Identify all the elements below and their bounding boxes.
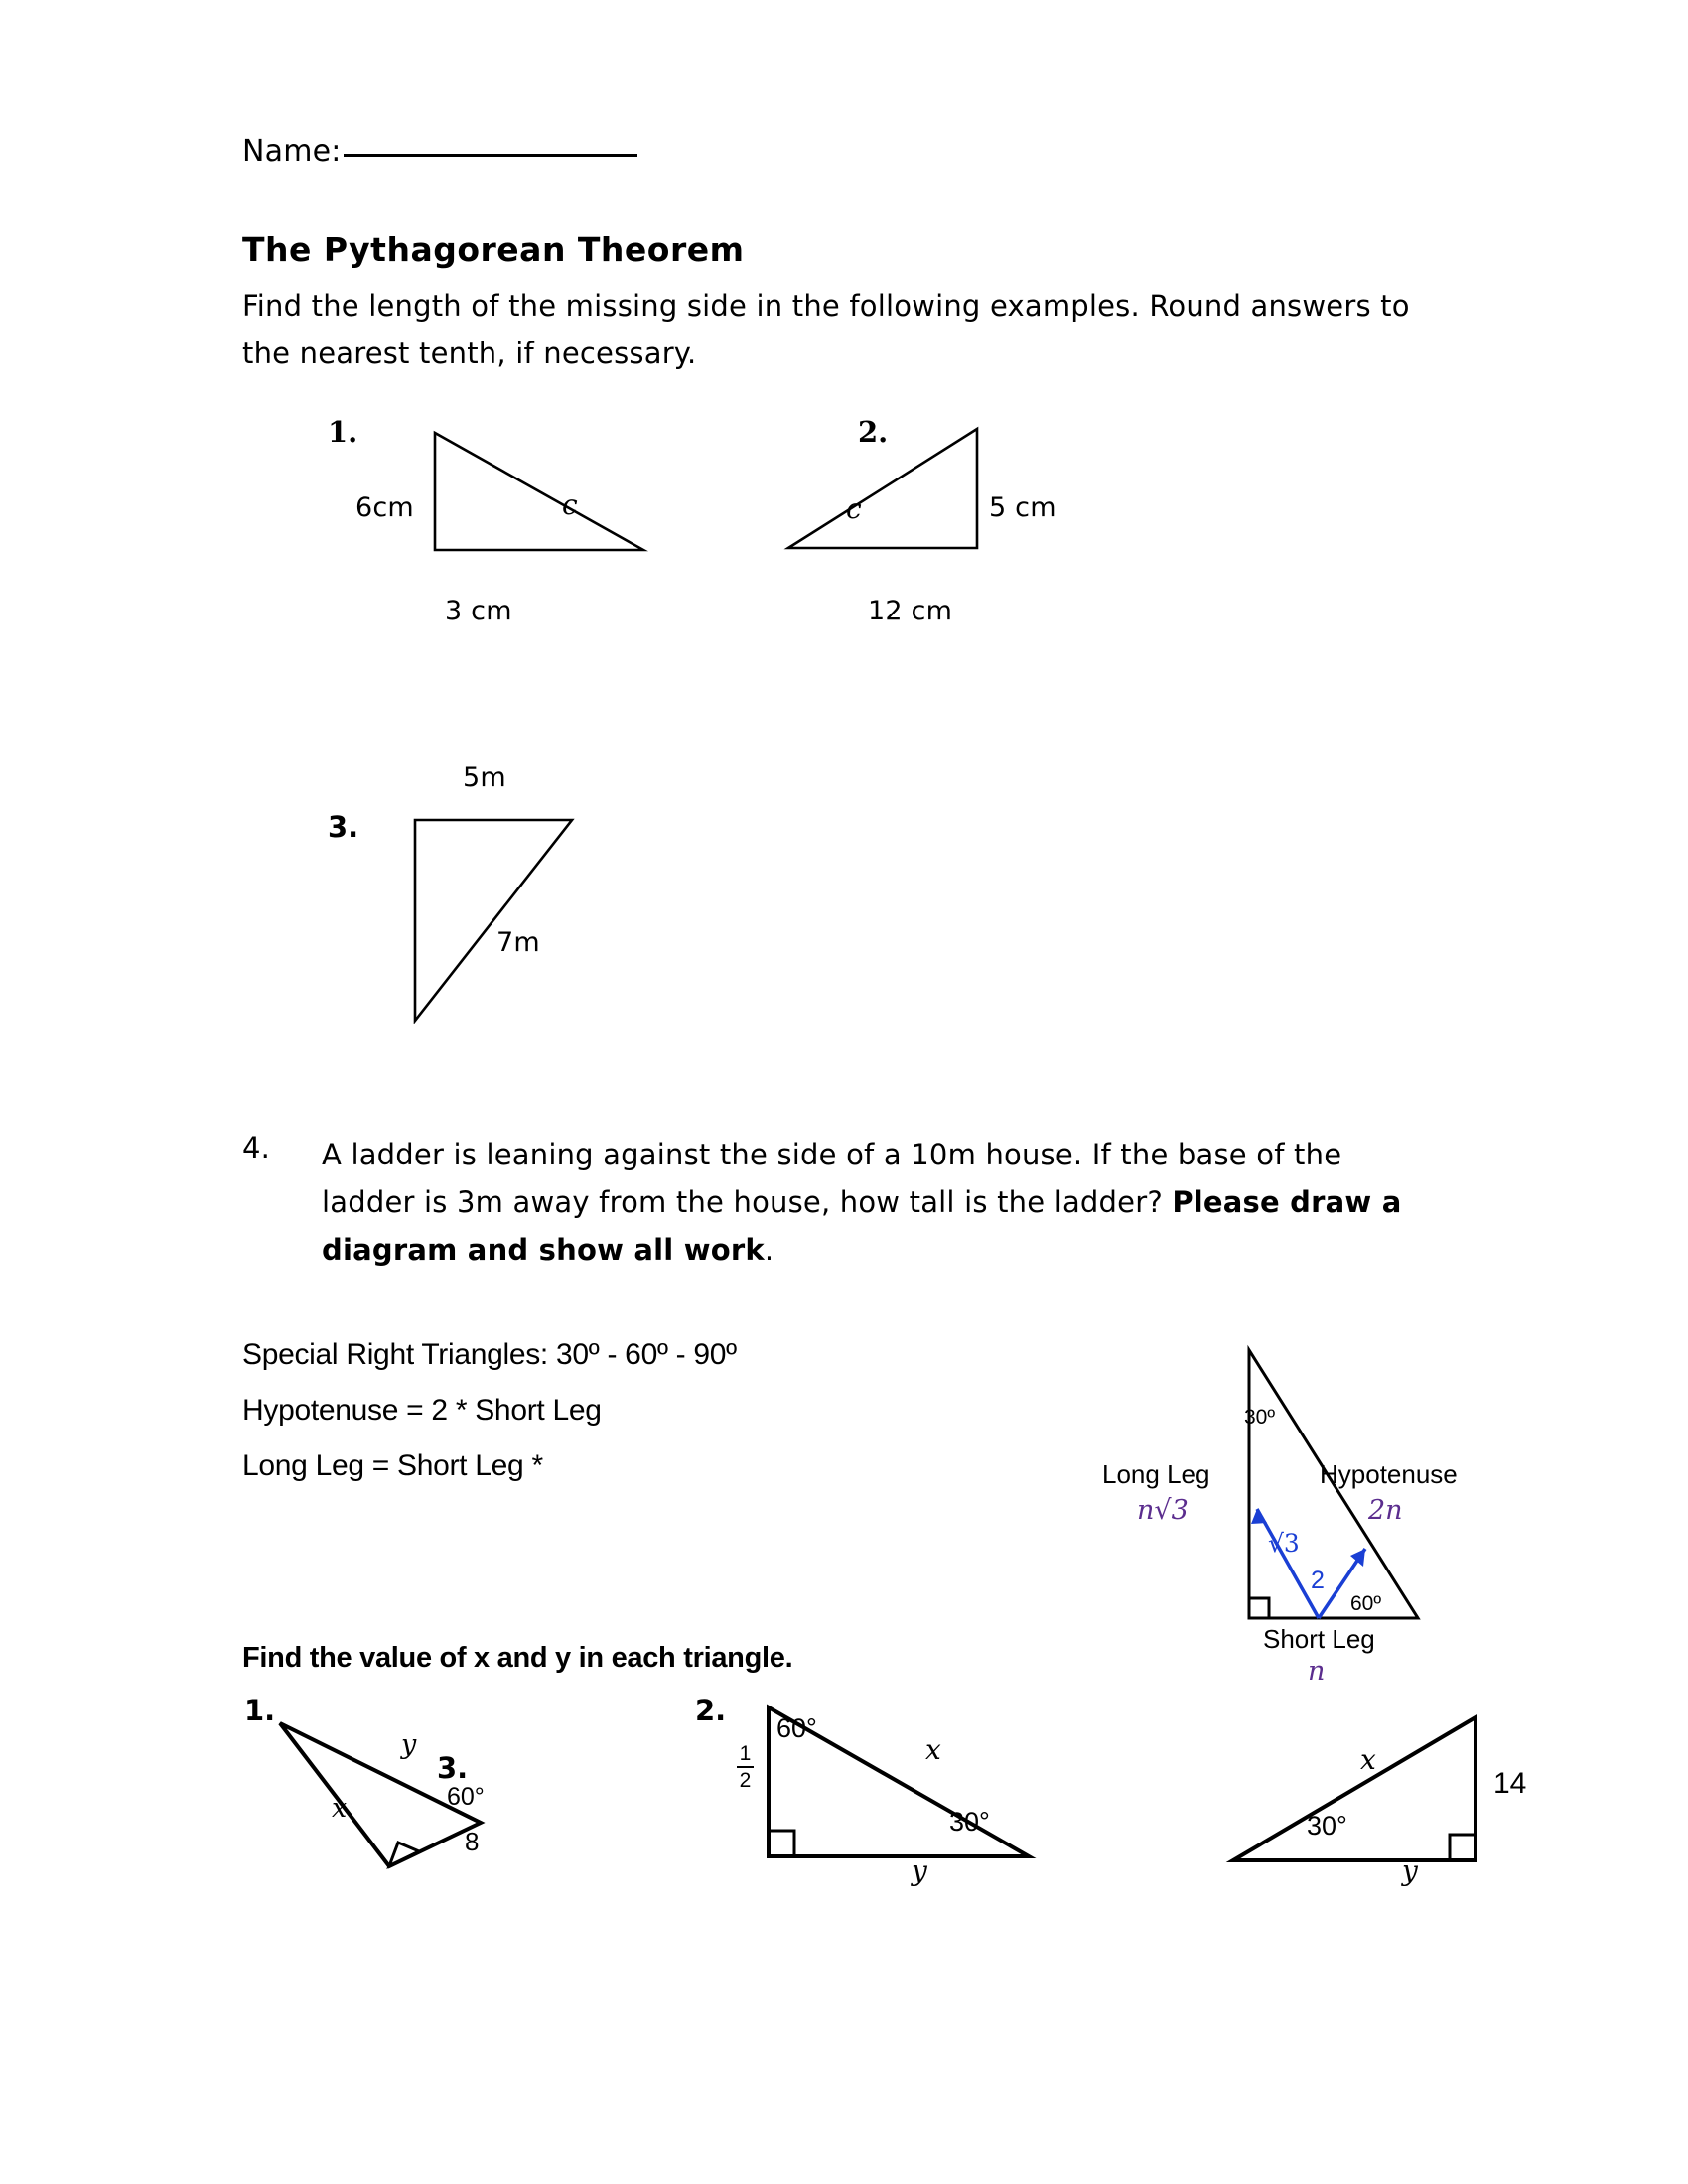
- find-xy-triangle-2-number: 2.: [695, 1694, 727, 1727]
- name-blank-line[interactable]: [344, 154, 637, 157]
- find-xy-triangle-3: [1221, 1706, 1519, 1884]
- name-row: [242, 135, 637, 169]
- problem-2-triangle: [780, 425, 1009, 559]
- problem-4-text-part1: A ladder is leaning against the side of a 10m house. If the base of the ladder is 3m away from the house, how tall is the ladder?: [322, 1138, 1342, 1219]
- special-right-triangles-rule-2: Long Leg = Short Leg *: [242, 1449, 543, 1482]
- find-xy-triangle-3-side-right: 14: [1493, 1767, 1527, 1800]
- find-xy-triangle-2-angle-top: 60°: [776, 1713, 817, 1743]
- problem-1-number: 1.: [328, 415, 358, 449]
- problem-3-hypotenuse-label: 7m: [496, 927, 540, 958]
- find-xy-triangle-1: [268, 1702, 526, 1880]
- problem-1-base-label: 3 cm: [445, 596, 512, 626]
- find-xy-triangle-2-side-left-fraction: [737, 1743, 754, 1791]
- fraction-bar: [737, 1766, 754, 1768]
- find-xy-triangle-2-angle-right: 30°: [949, 1807, 990, 1837]
- find-xy-triangle-1-angle: 60°: [447, 1783, 485, 1811]
- problem-4-text-end: .: [764, 1233, 774, 1267]
- instructions-text: Find the length of the missing side in the following examples. Round answers to the nearest tenth, if necessary.: [242, 289, 1410, 370]
- reference-ratio-2: 2: [1311, 1567, 1325, 1594]
- find-xy-triangle-1-number: 1.: [244, 1694, 276, 1727]
- special-right-triangles-rule-1: Hypotenuse = 2 * Short Leg: [242, 1394, 602, 1427]
- page-title: The Pythagorean Theorem: [242, 230, 745, 269]
- reference-hypotenuse-label: Hypotenuse: [1320, 1459, 1458, 1489]
- find-xy-heading: Find the value of x and y in each triangle.: [242, 1642, 793, 1674]
- find-xy-triangle-1-side-left: x: [332, 1793, 348, 1824]
- reference-long-leg-value: n√3: [1137, 1495, 1189, 1526]
- reference-long-leg-label: Long Leg: [1102, 1459, 1210, 1489]
- problem-2-hypotenuse-label: c: [846, 492, 862, 525]
- problem-4-text-bold: Please draw a diagram and show all work: [322, 1185, 1402, 1267]
- find-xy-triangle-1-extra-number: 3.: [437, 1751, 469, 1785]
- problem-1-hypotenuse-label: c: [562, 488, 578, 521]
- reference-short-leg-label: Short Leg: [1263, 1624, 1375, 1654]
- problem-3-top-side-label: 5m: [463, 762, 506, 793]
- special-right-triangles-heading: Special Right Triangles: 30º - 60º - 90º: [242, 1338, 737, 1371]
- reference-short-leg-value: n: [1308, 1656, 1326, 1687]
- problem-2-number: 2.: [858, 415, 889, 449]
- name-label: Name:: [242, 134, 342, 169]
- reference-ratio-sqrt3: √3: [1268, 1529, 1300, 1558]
- find-xy-triangle-2-denominator: 2: [739, 1769, 752, 1792]
- find-xy-triangle-1-side-right: 8: [465, 1827, 480, 1856]
- find-xy-triangle-3-hypotenuse: x: [1360, 1743, 1376, 1776]
- reference-hypotenuse-value: 2n: [1368, 1495, 1403, 1526]
- find-xy-triangle-3-angle-left: 30°: [1307, 1811, 1347, 1841]
- problem-3-number: 3.: [328, 810, 359, 844]
- problem-1-triangle: [427, 429, 665, 558]
- find-xy-triangle-3-base: y: [1402, 1854, 1418, 1887]
- problem-2-base-label: 12 cm: [868, 596, 953, 626]
- find-xy-triangle-1-side-top: y: [401, 1729, 417, 1760]
- problem-4-number: 4.: [242, 1131, 271, 1164]
- reference-angle-top-label: 30º: [1244, 1406, 1276, 1429]
- find-xy-triangle-2-numerator: 1: [739, 1742, 752, 1765]
- problem-2-vertical-leg-label: 5 cm: [989, 492, 1056, 523]
- reference-angle-bottom-right-label: 60º: [1350, 1592, 1382, 1615]
- problem-3-triangle: [405, 814, 604, 1032]
- problem-1-vertical-leg-label: 6cm: [355, 492, 414, 523]
- find-xy-triangle-2-hypotenuse: x: [925, 1733, 941, 1766]
- find-xy-triangle-2-base: y: [912, 1854, 927, 1887]
- problem-4-text: [322, 1131, 1414, 1274]
